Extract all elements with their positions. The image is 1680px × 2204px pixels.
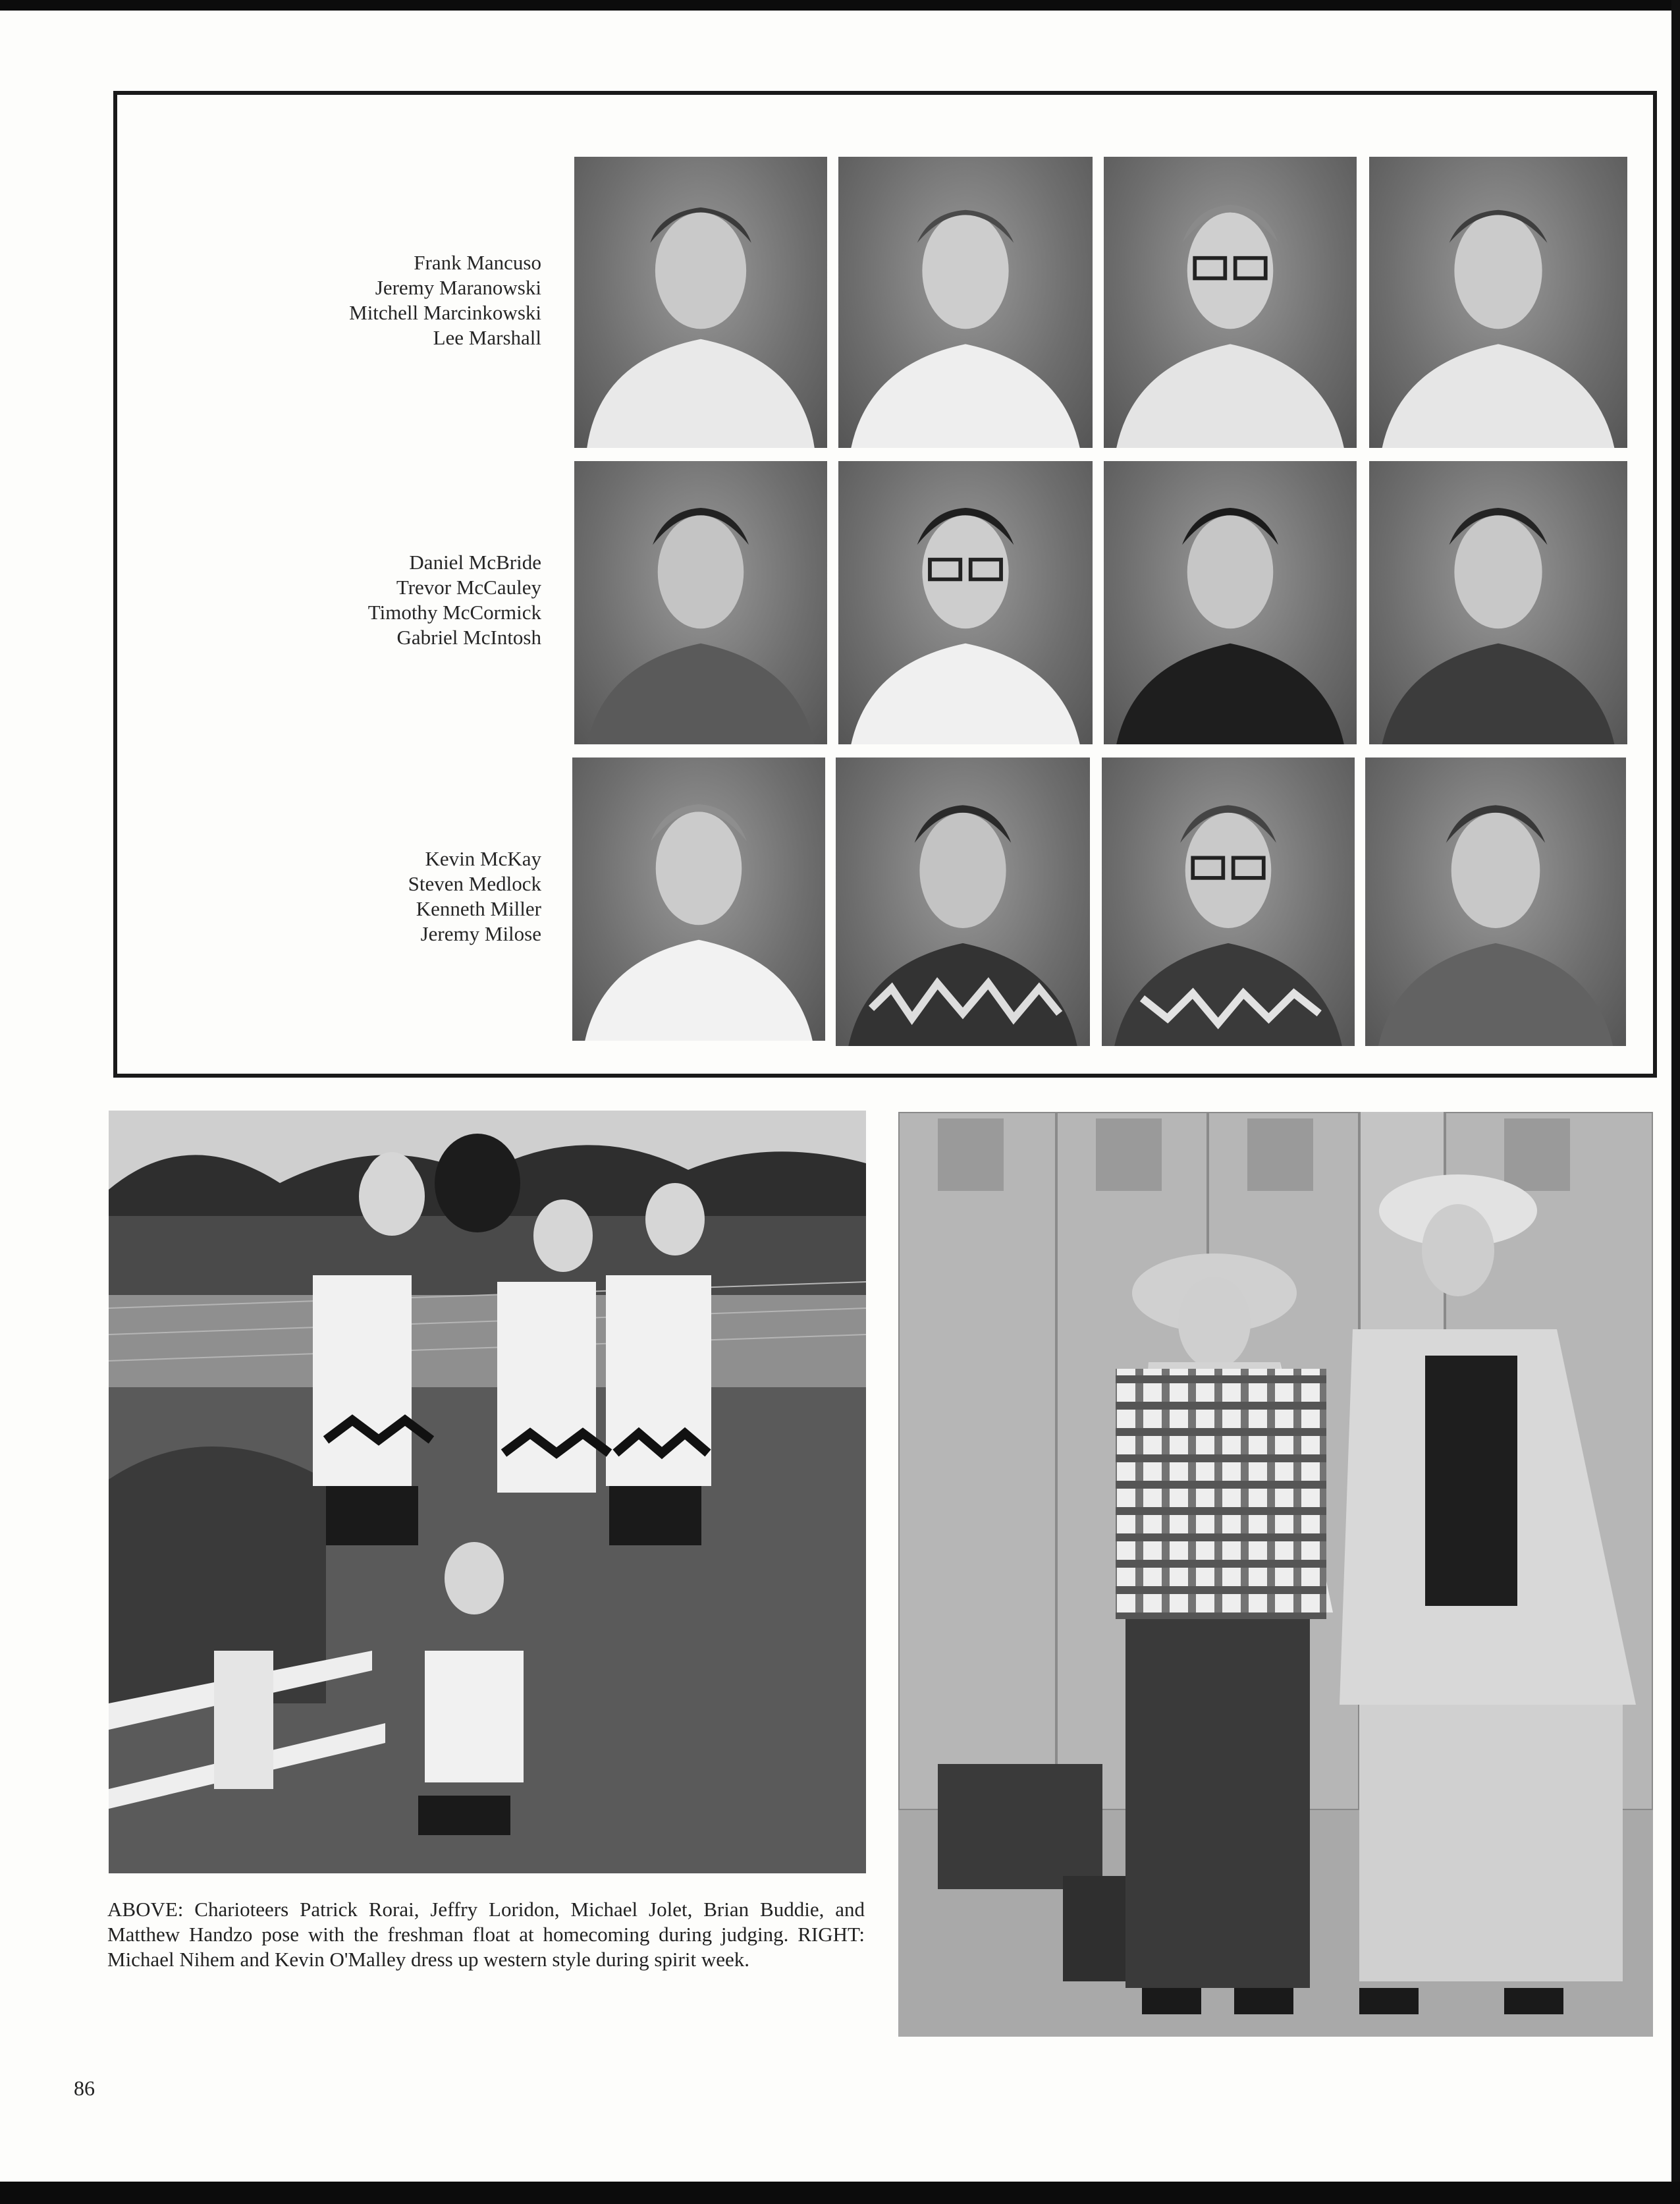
- name-list-row-1: [198, 250, 541, 350]
- portrait-photo: [836, 758, 1090, 1046]
- scan-edge-bottom: [0, 2182, 1680, 2204]
- portrait-photo: [1102, 758, 1355, 1046]
- homecoming-float-photo: [109, 1111, 866, 1873]
- student-name: Timothy McCormick: [367, 601, 541, 624]
- page-number: 86: [74, 2076, 95, 2100]
- student-name: Kevin McKay: [425, 847, 541, 870]
- student-name: Jeremy Milose: [420, 922, 541, 945]
- portrait-photo: [574, 157, 827, 448]
- name-list-row-3: [198, 846, 541, 947]
- student-name: Gabriel McIntosh: [396, 626, 541, 649]
- spirit-week-cowboys-photo: [898, 1112, 1653, 2037]
- portrait-photo: [1369, 157, 1627, 448]
- student-name: Steven Medlock: [408, 872, 541, 895]
- student-name: Kenneth Miller: [416, 897, 541, 920]
- student-name: Jeremy Maranowski: [375, 276, 541, 299]
- portrait-photo: [1104, 157, 1357, 448]
- student-name: Trevor McCauley: [396, 576, 541, 599]
- portrait-photo: [574, 461, 827, 744]
- student-name: Mitchell Marcinkowski: [349, 301, 541, 324]
- student-name: Frank Mancuso: [414, 251, 541, 274]
- scan-edge-right: [1671, 0, 1680, 2204]
- name-list-row-2: [198, 550, 541, 650]
- portrait-photo: [1365, 758, 1626, 1046]
- scan-edge-top: [0, 0, 1680, 11]
- portrait-photo: [1369, 461, 1627, 744]
- portrait-photo: [1104, 461, 1357, 744]
- photo-caption: ABOVE: Charioteers Patrick Rorai, Jeffry Loridon, Michael Jolet, Brian Buddie, and Matthew Handzo pose with the freshman float at homecoming during judging. RIGHT: Michael Nihem and Kevin O'Malley dress up western style during spirit week.: [107, 1898, 865, 1971]
- portrait-photo: [838, 461, 1093, 744]
- student-name: Daniel McBride: [409, 551, 541, 574]
- portrait-photo: [572, 758, 825, 1041]
- portrait-photo: [838, 157, 1093, 448]
- student-name: Lee Marshall: [433, 326, 541, 349]
